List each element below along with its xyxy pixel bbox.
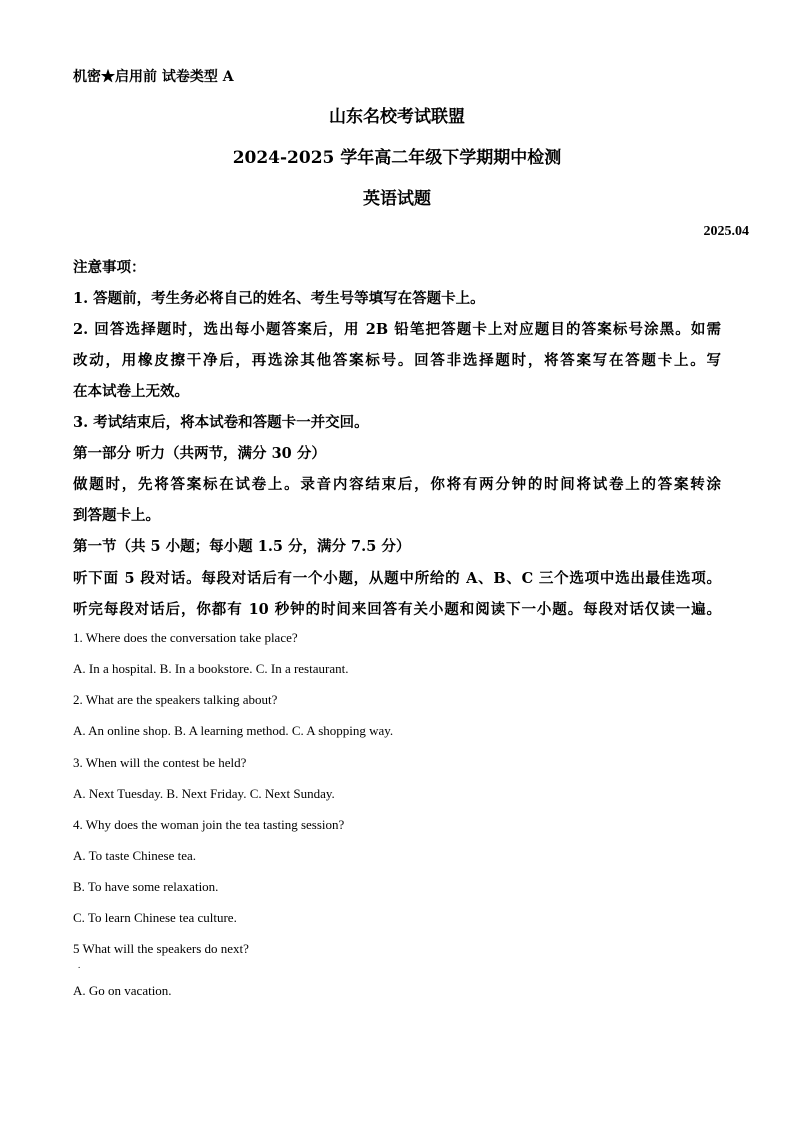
part1-title: 第一部分 听力（共两节，满分 30 分）: [73, 445, 326, 462]
notice-heading: 注意事项：: [73, 259, 146, 276]
section1-title: 第一节（共 5 小题；每小题 1.5 分，满分 7.5 分）: [73, 538, 411, 555]
subject-title: 英语试题: [363, 189, 431, 209]
question-3-options: A. Next Tuesday. B. Next Friday. C. Next Sunday.: [73, 786, 335, 801]
question-2-options: A. An online shop. B. A learning method. C. A shopping way.: [73, 723, 394, 738]
section1-instruction-line-1: 听下面 5 段对话。每段对话后有一个小题，从题中所给的 A、B、C 三个选项中选出最佳选项。: [73, 570, 721, 587]
confidential-label: 机密★启用前 试卷类型 A: [73, 69, 234, 85]
question-1: 1. Where does the conversation take place?: [73, 630, 298, 645]
question-4-option-b: B. To have some relaxation.: [73, 879, 219, 894]
notice-item-1: 1. 答题前，考生务必将自己的姓名、考生号等填写在答题卡上。: [73, 290, 485, 307]
question-5: 5 What will the speakers do next?: [73, 941, 249, 956]
question-3: 3. When will the contest be held?: [73, 755, 247, 770]
question-1-options: A. In a hospital. B. In a bookstore. C. In a restaurant.: [73, 661, 349, 676]
part1-instruction-line-2: 到答题卡上。: [73, 507, 160, 524]
notice-item-2-line-3: 在本试卷上无效。: [73, 383, 189, 400]
question-4-option-a: A. To taste Chinese tea.: [73, 848, 197, 863]
notice-item-2-line-2: 改动，用橡皮擦干净后，再选涂其他答案标号。回答非选择题时，将答案写在答题卡上。写: [73, 352, 721, 369]
question-4-option-c: C. To learn Chinese tea culture.: [73, 910, 237, 925]
exam-date: 2025.04: [703, 224, 749, 239]
question-5-option-a: A. Go on vacation.: [73, 983, 172, 998]
question-4: 4. Why does the woman join the tea tasting session?: [73, 817, 345, 832]
section1-instruction-line-2: 听完每段对话后，你都有 10 秒钟的时间来回答有关小题和阅读下一小题。每段对话仅读一遍。: [73, 601, 721, 618]
notice-item-3: 3. 考试结束后，将本试卷和答题卡一并交回。: [73, 414, 369, 431]
stray-dot: .: [78, 960, 81, 970]
organization-title: 山东名校考试联盟: [329, 107, 465, 127]
question-2: 2. What are the speakers talking about?: [73, 692, 278, 707]
part1-instruction-line-1: 做题时，先将答案标在试卷上。录音内容结束后，你将有两分钟的时间将试卷上的答案转涂: [73, 476, 721, 493]
exam-title: 2024-2025 学年高二年级下学期期中检测: [232, 148, 562, 168]
notice-item-2-line-1: 2. 回答选择题时，选出每小题答案后，用 2B 铅笔把答题卡上对应题目的答案标号涂黑。如需: [73, 321, 721, 338]
